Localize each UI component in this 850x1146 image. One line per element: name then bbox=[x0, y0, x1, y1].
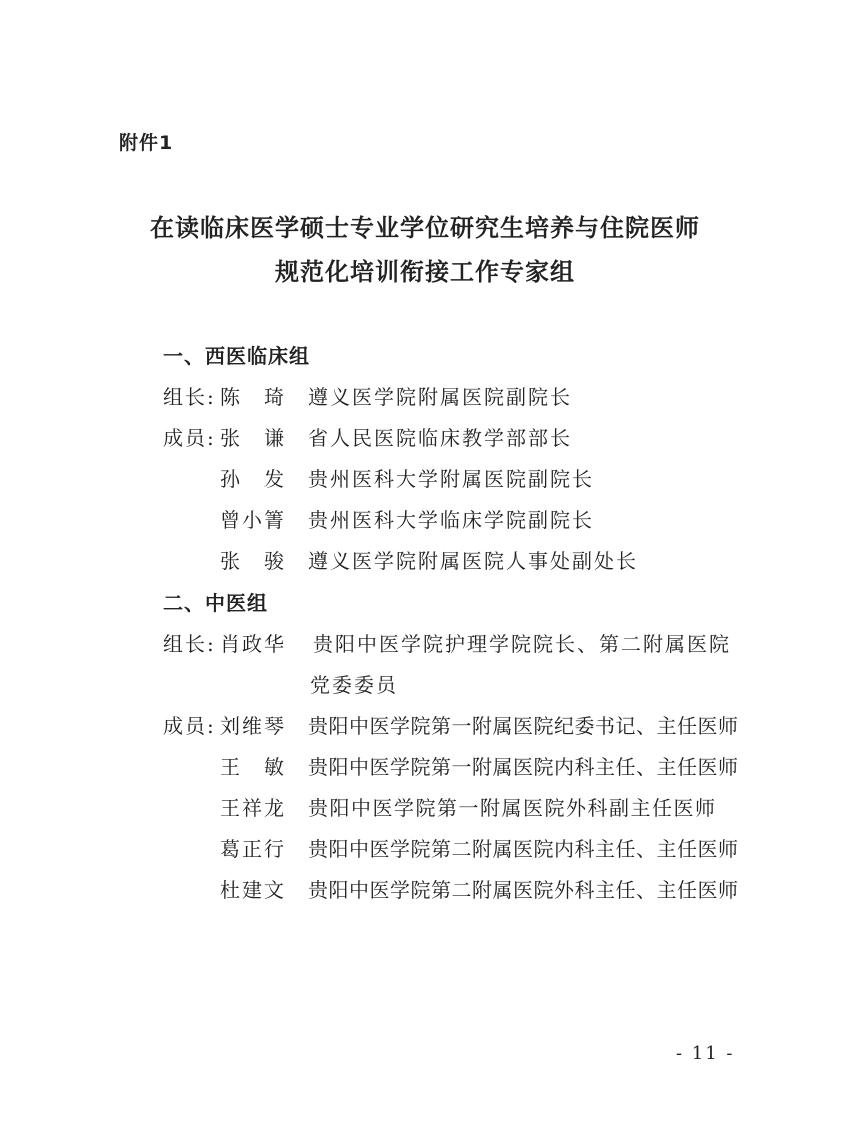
person-title: 贵阳中医学院第一附属医院内科主任、主任医师 bbox=[308, 755, 739, 779]
person-title: 贵阳中医学院第一附属医院外科副主任医师 bbox=[308, 796, 717, 820]
role-label: 组长: bbox=[163, 385, 216, 409]
person-title: 贵阳中医学院第二附属医院内科主任、主任医师 bbox=[308, 837, 739, 861]
person-title: 遵义医学院附属医院副院长 bbox=[308, 385, 572, 409]
role-label: 成员: bbox=[163, 714, 216, 738]
person-title: 贵州医科大学附属医院副院长 bbox=[308, 467, 594, 491]
document-title-line-1: 在读临床医学硕士专业学位研究生培养与住院医师 bbox=[150, 213, 700, 242]
person-name: 张 骏 bbox=[220, 549, 286, 573]
person-name: 王 敏 bbox=[220, 755, 286, 779]
person-title: 遵义医学院附属医院人事处副处长 bbox=[308, 549, 638, 573]
person-name: 孙 发 bbox=[220, 467, 286, 491]
document-title-line-2: 规范化培训衔接工作专家组 bbox=[275, 257, 575, 286]
person-name: 肖政华 bbox=[220, 632, 286, 656]
role-label: 组长: bbox=[163, 632, 216, 656]
person-name: 曾小箐 bbox=[220, 508, 286, 532]
person-name: 张 谦 bbox=[220, 426, 286, 450]
person-title: 省人民医院临床教学部部长 bbox=[308, 426, 572, 450]
section-heading-tcm: 二、中医组 bbox=[163, 591, 268, 615]
person-title: 贵阳中医学院第一附属医院纪委书记、主任医师 bbox=[308, 714, 739, 738]
person-title: 贵州医科大学临床学院副院长 bbox=[308, 508, 594, 532]
page-number: - 11 - bbox=[676, 1043, 735, 1064]
person-title: 贵阳中医学院第二附属医院外科主任、主任医师 bbox=[308, 878, 739, 902]
person-title: 贵阳中医学院护理学院院长、第二附属医院 bbox=[313, 632, 731, 656]
person-name: 杜建文 bbox=[220, 878, 286, 902]
person-title-continuation: 党委委员 bbox=[310, 673, 398, 697]
person-name: 葛正行 bbox=[220, 837, 286, 861]
person-name: 王祥龙 bbox=[220, 796, 286, 820]
person-name: 刘维琴 bbox=[220, 714, 286, 738]
section-heading-western: 一、西医临床组 bbox=[163, 344, 310, 368]
person-name: 陈 琦 bbox=[220, 385, 286, 409]
attachment-label: 附件1 bbox=[119, 132, 174, 154]
role-label: 成员: bbox=[163, 426, 216, 450]
